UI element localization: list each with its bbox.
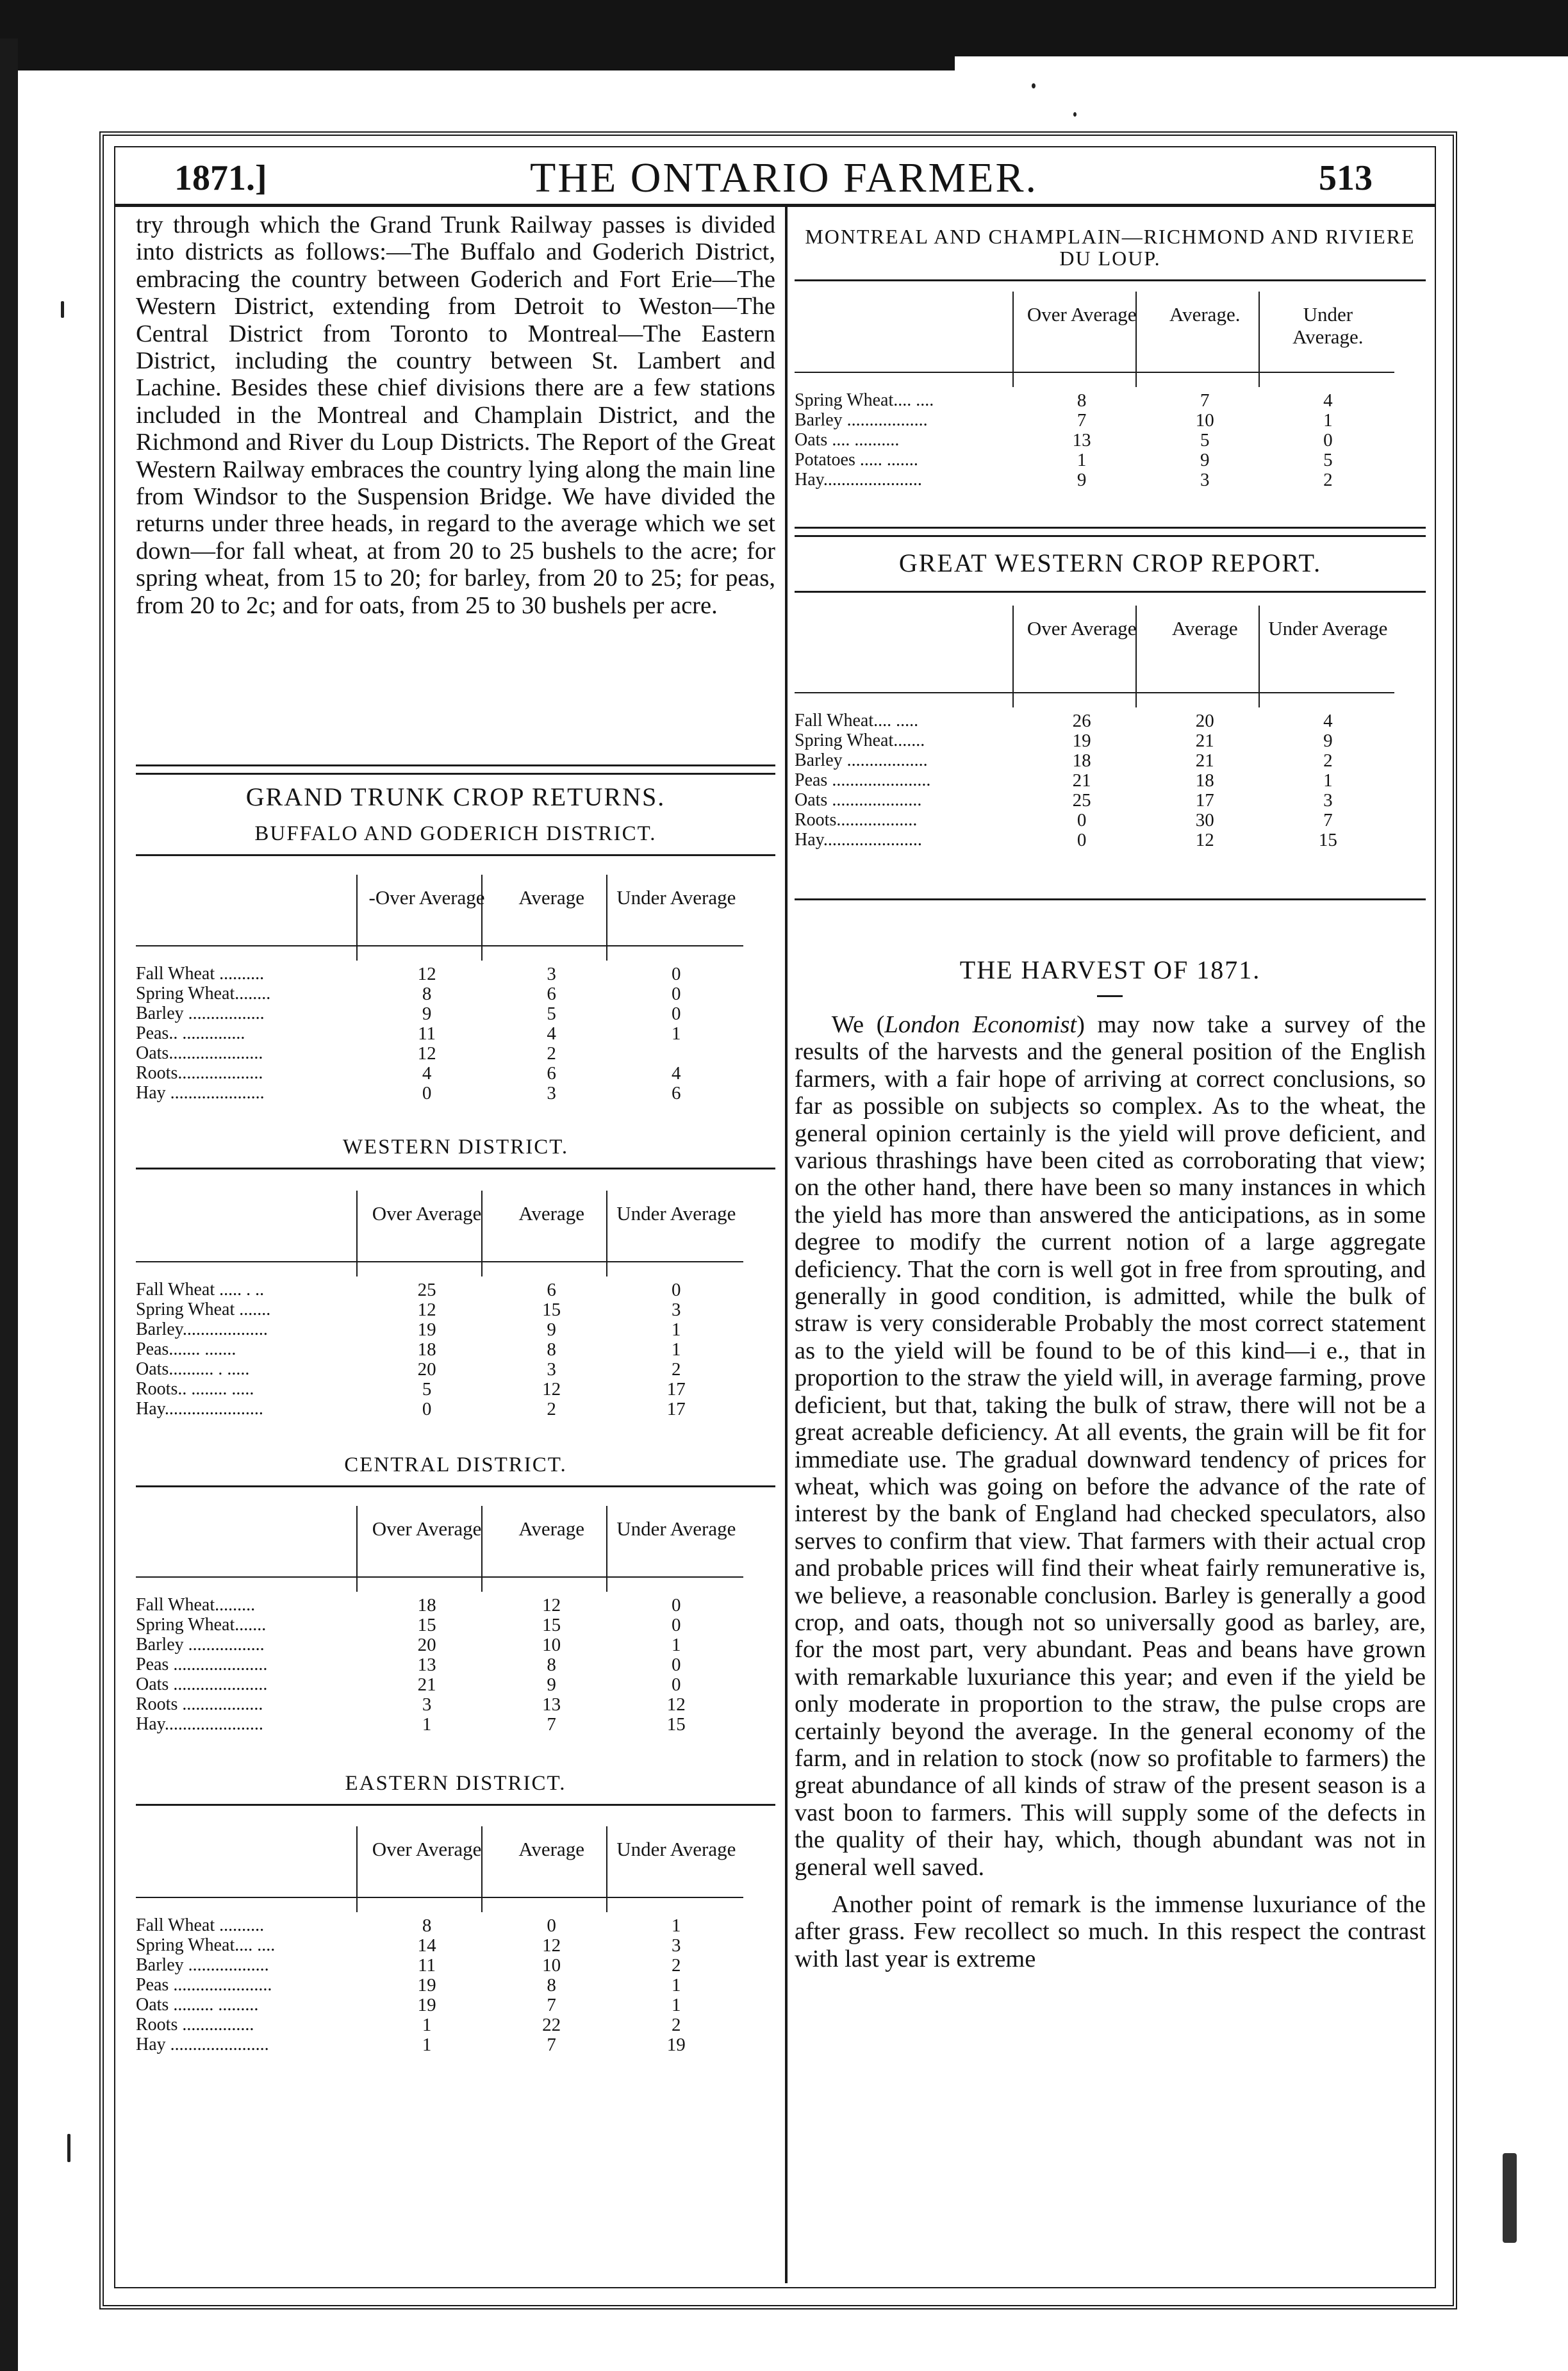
header-rule [114, 204, 1436, 207]
table-row [136, 1280, 775, 1300]
article-paragraph-1: ) may now take a survey of the results of the harvests and the general position of the English farmers, with a fair hope of arriving at correct conclusions, so far as possible on subjects so complex. As to the wheat, the general opinion certainly is the yield will prove deficient, and various thrashings have been cited as corroborating that view; on the other hand, there have been so many instances in which the yield has more than answered the anticipations, as in some degree to modify the current notion of a large aggregate deficiency. That the corn is well got in free from sprouting, and generally in good condition, is admitted, while the bulk of straw is very considerable Probably the most correct statement as to the yield will be found to be of this kind—i e., that in proportion to the straw the yield will, in average farming, prove deficient, but that, taking the bulk of straw, there will not be a great acreable deficiency. At all events, the grain will be fit for immediate use. The gradual downward tendency of prices for wheat, which was going on before the advance of the rate of interest by the bank of England had checked speculators, also serves to confirm that view. That farmers with their actual crop and probable prices will find their wheat fairly remunerative is, we believe, a reasonable conclusion. Barley is generally a good crop, and oats, though not so universally good as barley, are, for the most part, very abundant. Peas and beans have grown with remarkable luxuriance this year; and even if the yield be only moderate in proportion to the straw, the pulse crops are certainly beyond the average. In the general economy of the farm, and in relation to stock (now so profitable to farmers) the great abundance of all kinds of straw of the present season is a vast boon to farmers. This will supply some of the defects in the quality of their hay, which, though abundant was not in general well saved. [795, 1011, 1426, 1881]
count-under: 17 [666, 1379, 686, 1400]
count-under: 5 [1323, 450, 1333, 470]
count-under: 15 [666, 1714, 686, 1735]
table-top-rule [795, 591, 1426, 593]
table-column-header: Under Average [1268, 617, 1388, 640]
table-header-rule [136, 1576, 743, 1578]
count-avg: 18 [1195, 770, 1214, 791]
count-under: 0 [672, 1595, 681, 1615]
article-paragraph-2: Another point of remark is the immense luxuriance of the after grass. Few recollect so much. In this respect the contrast with last year is extreme [795, 1891, 1426, 1972]
crop-name: Oats..................... [136, 1044, 263, 1063]
crop-table-western [136, 1191, 775, 1434]
crop-name: Fall Wheat ..... . .. [136, 1280, 265, 1300]
table-header-rule [136, 1261, 743, 1262]
count-under: 2 [672, 2015, 681, 2035]
count-avg: 20 [1195, 711, 1214, 731]
crop-name: Oats .................... [795, 791, 922, 810]
scan-speck [1503, 2153, 1517, 2243]
crop-name: Potatoes ..... ....... [795, 450, 918, 470]
count-under: 17 [666, 1399, 686, 1419]
table-column-header: Average. [1169, 303, 1241, 326]
count-avg: 7 [547, 1995, 556, 2015]
count-over: 13 [417, 1655, 436, 1675]
count-avg: 7 [1200, 390, 1210, 411]
crop-table-eastern [136, 1826, 775, 2070]
table-header-rule [795, 372, 1394, 373]
table-row [136, 1340, 775, 1359]
table-top-rule [136, 1804, 775, 1806]
count-over: 19 [417, 1975, 436, 1995]
crop-name: Roots.................. [795, 811, 918, 830]
table-row [136, 1675, 775, 1694]
page-number: 513 [1319, 158, 1373, 198]
count-avg: 9 [1200, 450, 1210, 470]
table-row [795, 391, 1426, 410]
count-over: 9 [422, 1004, 432, 1024]
count-under: 1 [672, 1975, 681, 1995]
crop-name: Barley ................. [136, 1635, 265, 1655]
count-avg: 15 [542, 1300, 561, 1320]
table-column-rule [356, 875, 358, 961]
crop-name: Hay...................... [136, 1715, 263, 1734]
crop-table-central [136, 1506, 775, 1749]
table-row [795, 450, 1426, 470]
count-avg: 30 [1195, 810, 1214, 830]
table-column-header: Under Average. [1292, 303, 1364, 348]
count-over: 9 [1077, 470, 1087, 490]
table-row [136, 1936, 775, 1955]
table-column-rule [356, 1826, 358, 1912]
table-title-eastern: EASTERN DISTRICT. [345, 1772, 566, 1795]
article-title: THE HARVEST OF 1871. [959, 955, 1261, 984]
header-date: 1871.] [174, 158, 267, 198]
count-avg: 6 [547, 984, 556, 1004]
count-avg: 3 [547, 1083, 556, 1103]
count-under: 2 [1323, 470, 1333, 490]
count-over: 5 [422, 1379, 432, 1400]
count-over: 8 [422, 1915, 432, 1936]
table-column-header: Average [518, 1517, 585, 1540]
count-over: 19 [417, 1319, 436, 1340]
table-title-montreal: MONTREAL AND CHAMPLAIN—RICHMOND AND RIVIERE DU LOUP. [805, 225, 1415, 270]
table-column-header: Average [1171, 617, 1238, 640]
count-over: 8 [422, 984, 432, 1004]
table-row [136, 1044, 775, 1063]
count-under: 9 [1323, 731, 1333, 751]
column-rule [785, 207, 788, 2283]
count-avg: 0 [547, 1915, 556, 1936]
table-column-header: Average [518, 886, 585, 909]
count-over: 26 [1072, 711, 1091, 731]
crop-name: Peas....... ....... [136, 1340, 236, 1359]
table-row [795, 431, 1426, 450]
table-row [136, 1084, 775, 1103]
count-avg: 7 [547, 2035, 556, 2055]
table-row [136, 1004, 775, 1023]
count-over: 1 [422, 2015, 432, 2035]
count-over: 1 [422, 1714, 432, 1735]
table-row [136, 2035, 775, 2054]
table-column-header: Over Average [1027, 303, 1137, 326]
table-column-rule [356, 1506, 358, 1592]
count-over: 12 [417, 1043, 436, 1064]
count-avg: 13 [542, 1694, 561, 1715]
table-column-header: -Over Average [368, 886, 485, 909]
count-avg: 21 [1195, 731, 1214, 751]
intro-text: try through which the Grand Trunk Railway passes is divided into districts as follows:—The Buffalo and Goderich District, embracing the country between Goderich and Fort Erie—The Western District, extending from Detroit to Weston—The Central District from Toronto to Montreal—The Eastern District, including the country between St. Lambert and Lachine. Besides these chief divisions there are a few stations included in the Montreal and Champlain District, and the Richmond and River du Loup Districts. The Report of the Great Western Railway embraces the country lying along the main line from Windsor to the Suspension Bridge. We have divided the returns under three heads, in regard to the average which we set down—for fall wheat, at from 20 to 25 bushels to the acre; for spring wheat, from 15 to 20; for barley, from 20 to 25; for peas, from 20 to 2c; and for oats, from 25 to 30 bushels per acre. [136, 211, 775, 619]
count-over: 21 [417, 1674, 436, 1695]
count-over: 18 [417, 1339, 436, 1360]
count-under: 0 [672, 1655, 681, 1675]
count-avg: 5 [1200, 430, 1210, 450]
count-over: 12 [417, 964, 436, 984]
article-paragraph [795, 1011, 1426, 1881]
count-over: 19 [417, 1995, 436, 2015]
count-under: 2 [672, 1955, 681, 1976]
crop-name: Spring Wheat........ [136, 984, 271, 1004]
scan-speck [67, 2134, 70, 2162]
count-under: 7 [1323, 810, 1333, 830]
table-row [136, 2015, 775, 2035]
section-rule [136, 764, 775, 775]
article-body [795, 1011, 1426, 1972]
count-under: 0 [672, 984, 681, 1004]
count-under: 0 [672, 1280, 681, 1300]
crop-name: Hay ..................... [136, 1084, 265, 1103]
count-avg: 9 [547, 1674, 556, 1695]
count-under: 4 [672, 1063, 681, 1084]
count-over: 8 [1077, 390, 1087, 411]
table-row [136, 1064, 775, 1083]
count-over: 12 [417, 1300, 436, 1320]
count-over: 21 [1072, 770, 1091, 791]
count-over: 14 [417, 1935, 436, 1956]
count-over: 15 [417, 1615, 436, 1635]
table-top-rule [136, 854, 775, 856]
crop-table-great-western [795, 606, 1426, 881]
count-avg: 4 [547, 1023, 556, 1044]
crop-table-montreal [795, 292, 1426, 506]
table-row [136, 1715, 775, 1734]
table-row [795, 830, 1426, 850]
count-over: 0 [422, 1399, 432, 1419]
crop-name: Spring Wheat.... .... [795, 391, 934, 410]
crop-name: Barley ................. [136, 1004, 265, 1023]
table-title-great-western: GREAT WESTERN CROP REPORT. [898, 549, 1322, 577]
table-row [136, 1916, 775, 1935]
count-under: 2 [1323, 750, 1333, 771]
count-under: 4 [1323, 390, 1333, 411]
table-row [136, 1655, 775, 1674]
count-over: 20 [417, 1635, 436, 1655]
count-avg: 6 [547, 1063, 556, 1084]
crop-name: Roots .................. [136, 1695, 263, 1714]
scan-top-border-edge [0, 56, 955, 70]
table-row [136, 1360, 775, 1379]
count-avg: 7 [547, 1714, 556, 1735]
crop-name: Hay...................... [136, 1400, 263, 1419]
count-over: 18 [417, 1595, 436, 1615]
count-over: 25 [417, 1280, 436, 1300]
crop-name: Barley .................. [795, 751, 928, 770]
count-under: 12 [666, 1694, 686, 1715]
count-avg: 8 [547, 1339, 556, 1360]
crop-name: Roots ................ [136, 2015, 254, 2035]
crop-name: Peas ...................... [136, 1976, 272, 1995]
count-avg: 8 [547, 1655, 556, 1675]
count-over: 3 [422, 1694, 432, 1715]
crop-name: Fall Wheat......... [136, 1596, 256, 1615]
count-avg: 2 [547, 1043, 556, 1064]
count-over: 0 [1077, 830, 1087, 850]
crop-name: Roots.. ........ ..... [136, 1380, 254, 1399]
table-row [136, 1596, 775, 1615]
table-header-rule [136, 1897, 743, 1898]
table-row [136, 1615, 775, 1635]
section-rule [795, 527, 1426, 537]
count-avg: 17 [1195, 790, 1214, 811]
crop-name: Peas ..................... [136, 1655, 268, 1674]
crop-name: Oats .... .......... [795, 431, 900, 450]
article-source: London Economist [884, 1011, 1077, 1038]
scan-top-border [0, 0, 1568, 56]
count-avg: 12 [542, 1379, 561, 1400]
count-avg: 21 [1195, 750, 1214, 771]
masthead-title: THE ONTARIO FARMER. [530, 154, 1038, 201]
crop-name: Barley .................. [795, 411, 928, 430]
table-bottom-rule [795, 898, 1426, 900]
table-column-header: Under Average [616, 1517, 736, 1540]
table-row [136, 1300, 775, 1319]
table-row [136, 1695, 775, 1714]
table-row [136, 1320, 775, 1339]
count-under: 1 [672, 1635, 681, 1655]
count-avg: 3 [547, 964, 556, 984]
crop-name: Spring Wheat....... [795, 731, 925, 750]
table-title-western: WESTERN DISTRICT. [342, 1136, 569, 1159]
table-top-rule [795, 279, 1426, 281]
count-under: 3 [672, 1300, 681, 1320]
intro-paragraph [136, 211, 775, 619]
table-column-header: Average [518, 1838, 585, 1860]
count-avg: 3 [547, 1359, 556, 1380]
crop-name: Hay ...................... [136, 2035, 269, 2054]
count-under: 1 [672, 1915, 681, 1936]
crop-name: Peas ...................... [795, 771, 931, 790]
table-row [795, 771, 1426, 790]
table-title-central: CENTRAL DISTRICT. [344, 1453, 567, 1476]
table-column-header: Over Average [372, 1838, 482, 1860]
count-under: 1 [1323, 410, 1333, 431]
count-under: 1 [672, 1023, 681, 1044]
table-column-rule [356, 1191, 358, 1276]
table-row [795, 791, 1426, 810]
count-under: 3 [672, 1935, 681, 1956]
count-under: 0 [672, 1674, 681, 1695]
crop-name: Barley .................. [136, 1956, 269, 1975]
count-avg: 5 [547, 1004, 556, 1024]
table-row [136, 964, 775, 984]
table-row [136, 1635, 775, 1655]
count-under: 1 [672, 1339, 681, 1360]
count-under: 0 [672, 1004, 681, 1024]
count-under: 1 [672, 1319, 681, 1340]
count-over: 11 [418, 1955, 436, 1976]
crop-name: Barley................... [136, 1320, 268, 1339]
count-over: 0 [422, 1083, 432, 1103]
scan-speck [1032, 83, 1036, 88]
count-over: 18 [1072, 750, 1091, 771]
table-top-rule [136, 1168, 775, 1169]
crop-name: Spring Wheat....... [136, 1615, 267, 1635]
table-column-header: Average [518, 1202, 585, 1225]
table-row [795, 751, 1426, 770]
crop-name: Peas.. .............. [136, 1024, 245, 1043]
table-row [136, 1956, 775, 1975]
crop-name: Fall Wheat .......... [136, 964, 265, 984]
crop-name: Fall Wheat .......... [136, 1916, 265, 1935]
count-avg: 10 [1195, 410, 1214, 431]
scan-left-border [0, 38, 18, 2371]
count-avg: 22 [542, 2015, 561, 2035]
table-row [795, 731, 1426, 750]
count-over: 11 [418, 1023, 436, 1044]
count-over: 7 [1077, 410, 1087, 431]
crop-table-buffalo [136, 875, 775, 1118]
table-row [136, 1995, 775, 2015]
count-under: 0 [1323, 430, 1333, 450]
table-row [136, 984, 775, 1004]
table-header-rule [795, 692, 1394, 693]
count-avg: 10 [542, 1955, 561, 1976]
count-under: 1 [1323, 770, 1333, 791]
count-avg: 9 [547, 1319, 556, 1340]
count-avg: 12 [542, 1595, 561, 1615]
table-title-buffalo: BUFFALO AND GODERICH DISTRICT. [254, 822, 657, 845]
count-over: 13 [1072, 430, 1091, 450]
count-avg: 12 [542, 1935, 561, 1956]
count-under: 0 [672, 1615, 681, 1635]
crop-name: Oats ..................... [136, 1675, 268, 1694]
count-avg: 6 [547, 1280, 556, 1300]
count-over: 0 [1077, 810, 1087, 830]
scan-speck [61, 301, 64, 318]
count-under: 6 [672, 1083, 681, 1103]
crop-name: Roots................... [136, 1064, 263, 1083]
crop-name: Spring Wheat ....... [136, 1300, 271, 1319]
crop-name: Hay...................... [795, 470, 922, 490]
table-row [795, 470, 1426, 490]
count-under: 2 [672, 1359, 681, 1380]
count-avg: 3 [1200, 470, 1210, 490]
table-row [136, 1400, 775, 1419]
table-column-header: Under Average [616, 886, 736, 909]
title-dash [1097, 995, 1123, 997]
section-title: GRAND TRUNK CROP RETURNS. [245, 782, 666, 811]
count-over: 4 [422, 1063, 432, 1084]
table-column-header: Over Average [372, 1202, 482, 1225]
count-avg: 10 [542, 1635, 561, 1655]
count-over: 1 [422, 2035, 432, 2055]
count-over: 1 [1077, 450, 1087, 470]
crop-name: Oats.......... . ..... [136, 1360, 250, 1379]
table-header-rule [136, 945, 743, 946]
count-under: 0 [672, 964, 681, 984]
count-under: 1 [672, 1995, 681, 2015]
table-row [136, 1380, 775, 1399]
table-column-header: Under Average [616, 1202, 736, 1225]
table-row [795, 711, 1426, 731]
scan-speck [1073, 112, 1077, 117]
count-over: 19 [1072, 731, 1091, 751]
count-under: 4 [1323, 711, 1333, 731]
count-avg: 2 [547, 1399, 556, 1419]
count-avg: 12 [1195, 830, 1214, 850]
count-under: 19 [666, 2035, 686, 2055]
crop-name: Oats ......... ......... [136, 1995, 259, 2015]
crop-name: Hay...................... [795, 830, 922, 850]
table-top-rule [136, 1485, 775, 1487]
count-over: 25 [1072, 790, 1091, 811]
count-under: 3 [1323, 790, 1333, 811]
count-avg: 8 [547, 1975, 556, 1995]
table-column-header: Over Average [1027, 617, 1137, 640]
count-under: 15 [1318, 830, 1337, 850]
count-avg: 15 [542, 1615, 561, 1635]
article-intro: We ( [831, 1011, 885, 1038]
table-row [136, 1976, 775, 1995]
table-row [795, 411, 1426, 430]
table-column-header: Under Average [616, 1838, 736, 1860]
table-row [795, 811, 1426, 830]
table-row [136, 1024, 775, 1043]
crop-name: Fall Wheat.... ..... [795, 711, 919, 731]
crop-name: Spring Wheat.... .... [136, 1936, 276, 1955]
table-column-header: Over Average [372, 1517, 482, 1540]
count-over: 20 [417, 1359, 436, 1380]
